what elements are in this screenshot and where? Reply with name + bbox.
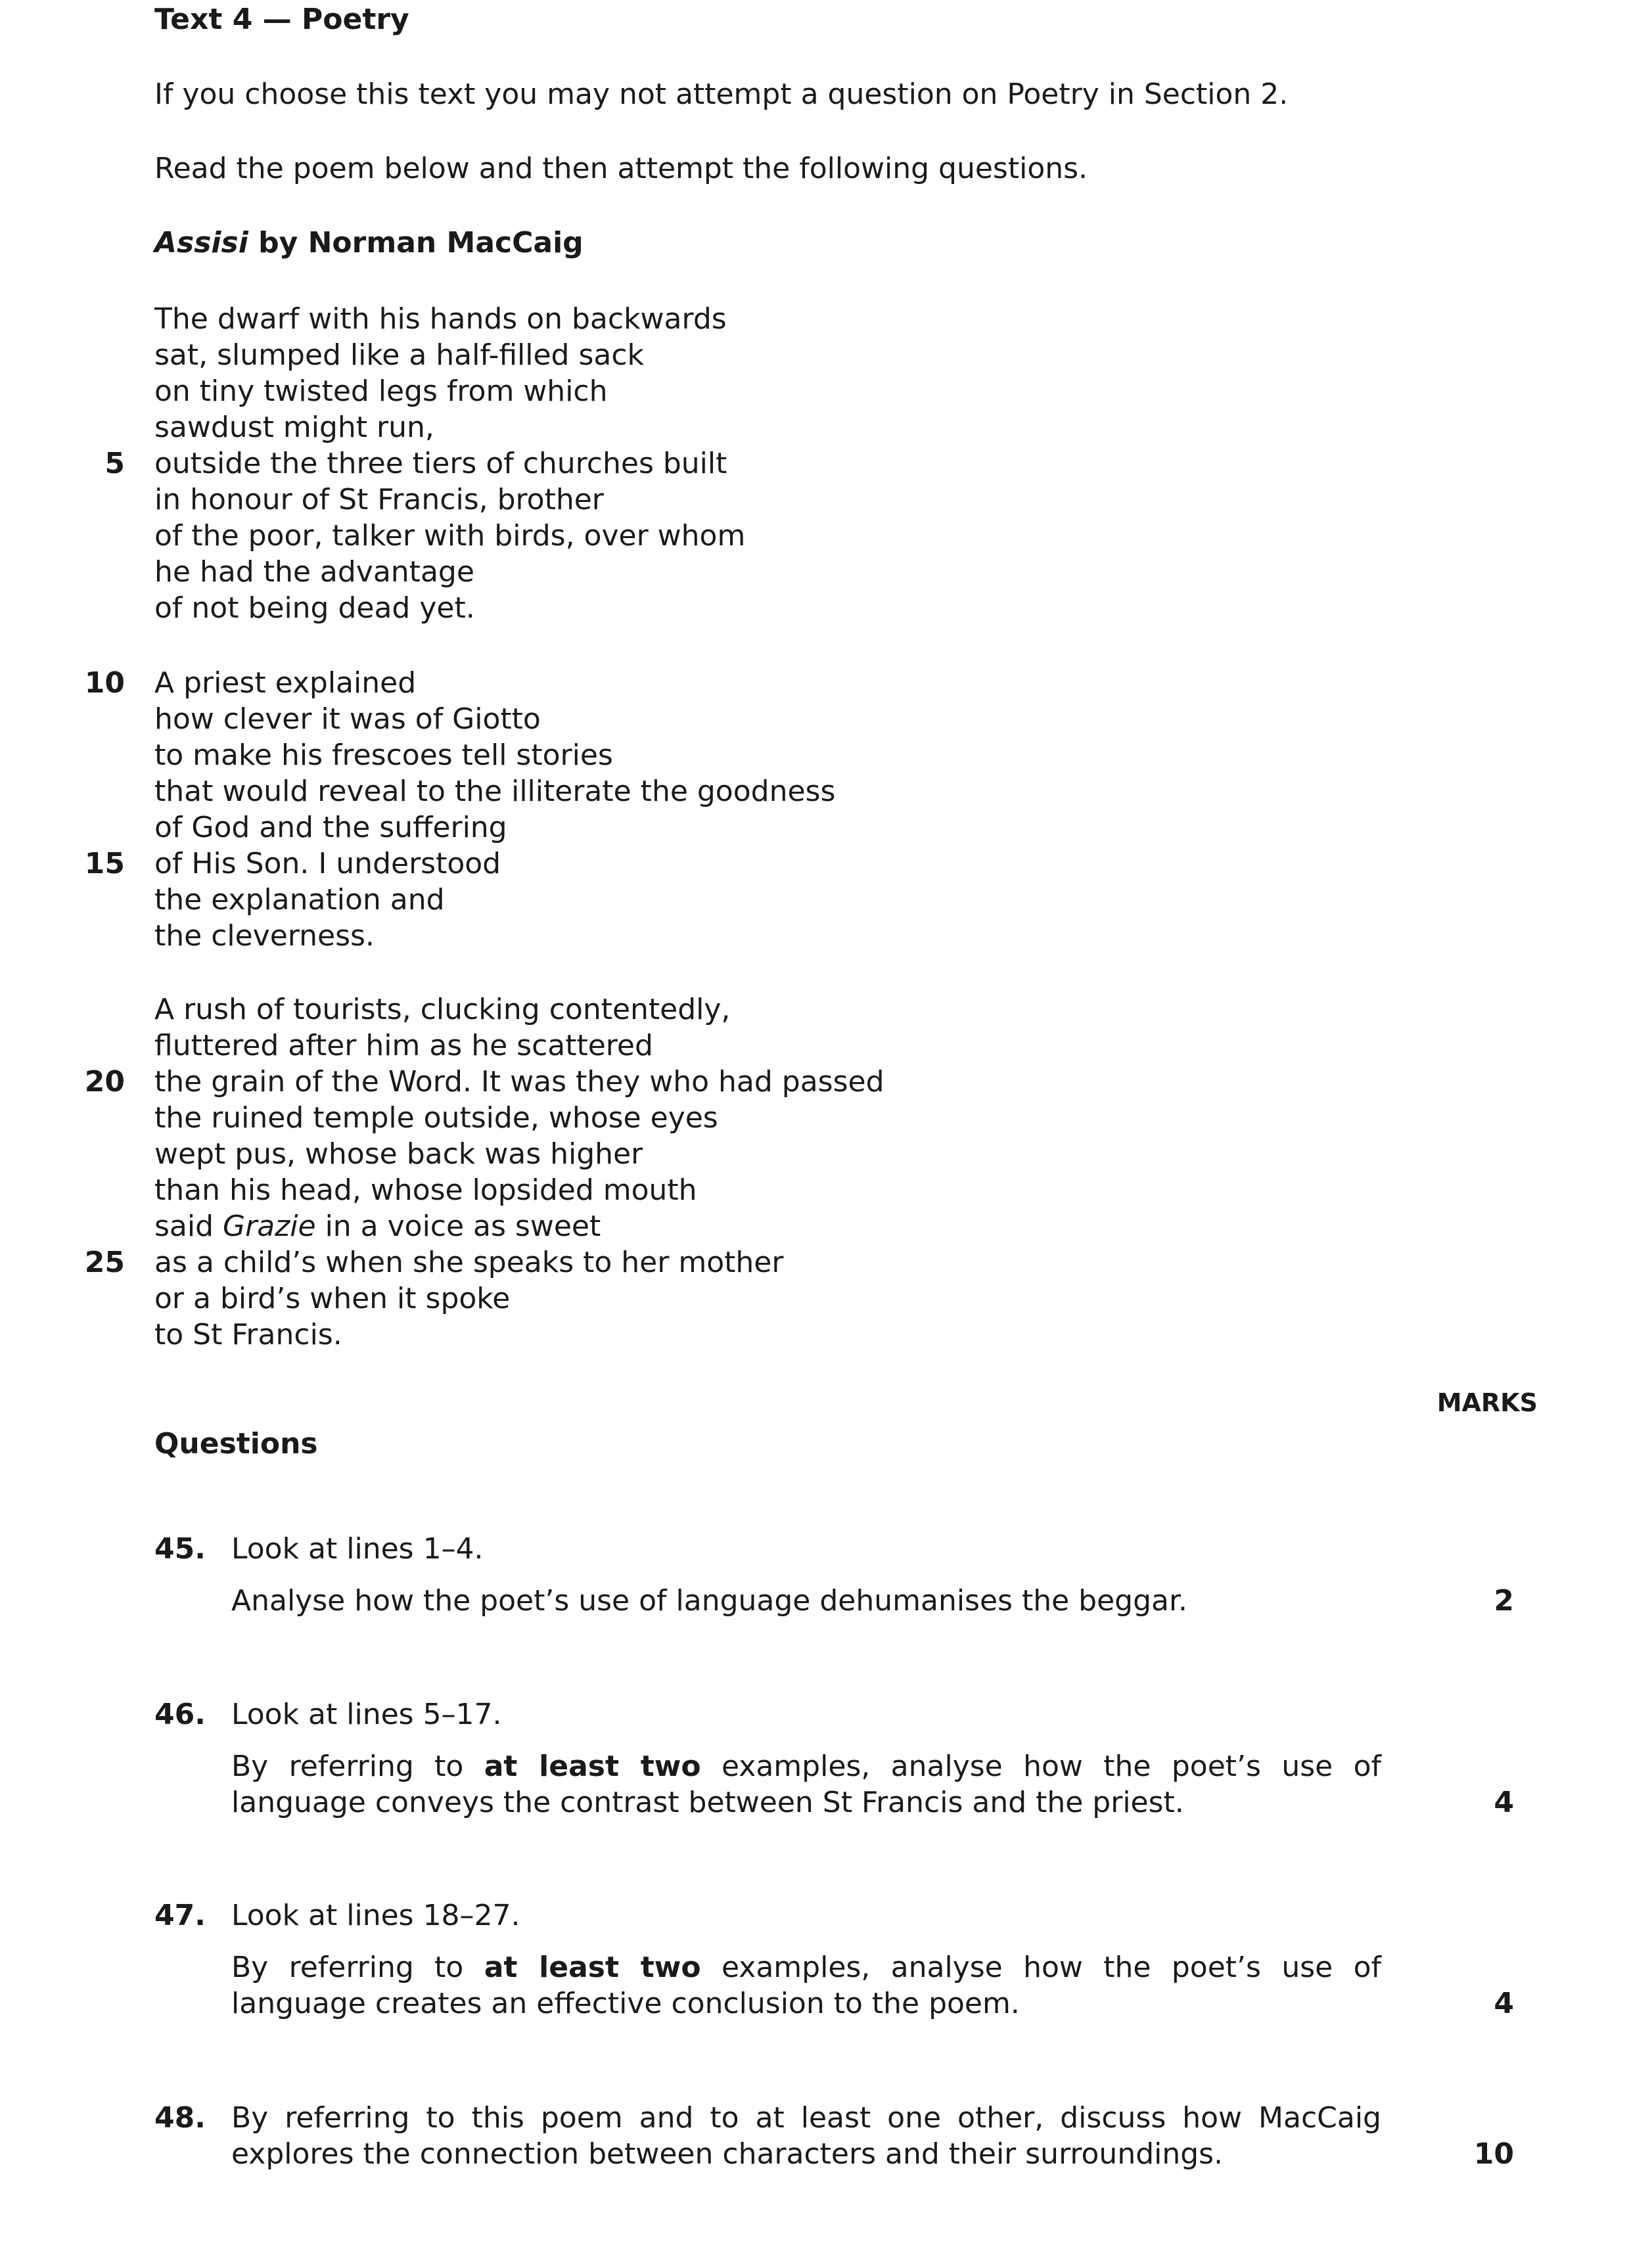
poem-stanza-2 (0, 665, 920, 954)
poem-title (154, 223, 584, 263)
line-number: 15 (84, 847, 125, 880)
poem-line (0, 518, 920, 554)
question-text (231, 1897, 1381, 2022)
section-heading: Text 4 — Poetry (154, 3, 409, 36)
poem-line (0, 1281, 920, 1317)
poem-byline: by Norman MacCaig (248, 226, 584, 260)
poem-line-text: of the poor, talker with birds, over whom (154, 519, 746, 553)
instruction-choice: If you choose this text you may not attempt a question on Poetry in Section 2. (154, 78, 1289, 111)
poem-line-text: that would reveal to the illiterate the goodness (154, 775, 836, 808)
poem-line (0, 809, 920, 846)
poem-line-text: to make his frescoes tell stories (154, 738, 613, 772)
question-body-bold: at least two (484, 1951, 701, 1984)
poem-line-text: sat, slumped like a half-filled sack (154, 338, 645, 372)
poem-line (0, 846, 920, 882)
poem-line-text: or a bird’s when it spoke (154, 1282, 511, 1315)
poem-line (0, 1244, 920, 1281)
question-body-bold: at least two (484, 1750, 701, 1783)
poem-line-text: The dwarf with his hands on backwards (154, 302, 727, 336)
question-text (231, 2100, 1381, 2172)
poem-line-text: of God and the suffering (154, 811, 507, 844)
poem-line-text: outside the three tiers of churches built (154, 447, 727, 480)
poem-line (0, 737, 920, 773)
poem-line (0, 337, 920, 373)
poem-line-text: the grain of the Word. It was they who had passed (154, 1065, 884, 1099)
poem-line-text: wept pus, whose back was higher (154, 1137, 643, 1171)
poem-line (0, 554, 920, 590)
line-number: 10 (84, 666, 125, 700)
poem-line (0, 301, 920, 337)
question-marks: 4 (1494, 1987, 1514, 2020)
poem-line-text: A rush of tourists, clucking contentedly, (154, 993, 731, 1026)
question-lead: Look at lines 5–17. (231, 1698, 502, 1731)
question-text (231, 1531, 1381, 1619)
poem-title-italic: Assisi (154, 226, 248, 260)
question-body (231, 1748, 1381, 1821)
poem-line-text-italic: Grazie (223, 1210, 316, 1243)
question-body-post: examples, analyse how the poet’s use of language creates an effective conclusion to the poem. (231, 1951, 1381, 2020)
poem-line-text: on tiny twisted legs from which (154, 374, 608, 408)
poem-line (0, 482, 920, 518)
line-number: 5 (104, 447, 125, 480)
poem-line (0, 445, 920, 482)
poem-line-text: to St Francis. (154, 1318, 342, 1351)
poem-line-text: of His Son. I understood (154, 847, 501, 880)
poem-line (0, 409, 920, 445)
question-number: 45. (154, 1532, 206, 1566)
poem-line (0, 1136, 920, 1172)
poem-line-text-pre: said (154, 1210, 223, 1243)
poem-line (0, 1100, 920, 1136)
poem-line (0, 701, 920, 737)
poem-line-text: how clever it was of Giotto (154, 702, 541, 736)
poem-line-text: sawdust might run, (154, 411, 434, 444)
poem-line (0, 590, 920, 626)
poem-line-text-post: in a voice as sweet (315, 1210, 601, 1243)
questions-heading: Questions (154, 1427, 318, 1461)
poem-line (0, 373, 920, 409)
line-number: 20 (84, 1065, 125, 1099)
poem-line-text: the ruined temple outside, whose eyes (154, 1101, 718, 1135)
poem-line-text: fluttered after him as he scattered (154, 1029, 653, 1062)
poem-stanza-1 (0, 301, 920, 626)
line-number: 25 (84, 1246, 125, 1279)
question-body-pre: By referring to this poem and to at least one other, discuss how MacCaig explores the connection between characters and their surroundings. (231, 2101, 1381, 2171)
poem-line-text: as a child’s when she speaks to her mother (154, 1246, 784, 1279)
instruction-read: Read the poem below and then attempt the following questions. (154, 152, 1088, 185)
poem-line-text: A priest explained (154, 666, 417, 700)
poem-line (0, 1208, 920, 1244)
poem-line (0, 1172, 920, 1208)
poem-line-text: he had the advantage (154, 555, 474, 589)
poem-line (0, 773, 920, 809)
question-body (231, 1949, 1381, 2022)
question-marks: 10 (1473, 2137, 1514, 2171)
poem-line-text: in honour of St Francis, brother (154, 483, 604, 516)
question-body-pre: By referring to (231, 1750, 484, 1783)
question-text (231, 1696, 1381, 1821)
poem-line (0, 1064, 920, 1100)
question-body-pre: Analyse how the poet’s use of language dehumanises the beggar. (231, 1584, 1188, 1618)
poem-line (0, 882, 920, 918)
question-number: 48. (154, 2101, 206, 2135)
question-body-pre: By referring to (231, 1951, 484, 1984)
question-body-post: examples, analyse how the poet’s use of language conveys the contrast between St Francis and the priest. (231, 1750, 1381, 1819)
question-lead: Look at lines 18–27. (231, 1899, 520, 1932)
poem-line-text: the explanation and (154, 883, 445, 917)
poem-line (0, 918, 920, 954)
marks-column-heading: MARKS (1436, 1388, 1538, 1417)
poem-stanza-3 (0, 991, 920, 1353)
question-body (231, 2100, 1381, 2172)
poem-line-text: of not being dead yet. (154, 591, 475, 625)
question-number: 47. (154, 1899, 206, 1932)
question-marks: 4 (1494, 1786, 1514, 1819)
question-marks: 2 (1494, 1584, 1514, 1618)
question-lead: Look at lines 1–4. (231, 1532, 484, 1566)
question-body (231, 1583, 1381, 1619)
poem-line (0, 1028, 920, 1064)
poem-line (0, 991, 920, 1028)
poem-line-text: the cleverness. (154, 919, 375, 953)
poem-line (0, 1317, 920, 1353)
question-number: 46. (154, 1698, 206, 1731)
poem-line (0, 665, 920, 701)
poem-line-text: than his head, whose lopsided mouth (154, 1173, 697, 1207)
